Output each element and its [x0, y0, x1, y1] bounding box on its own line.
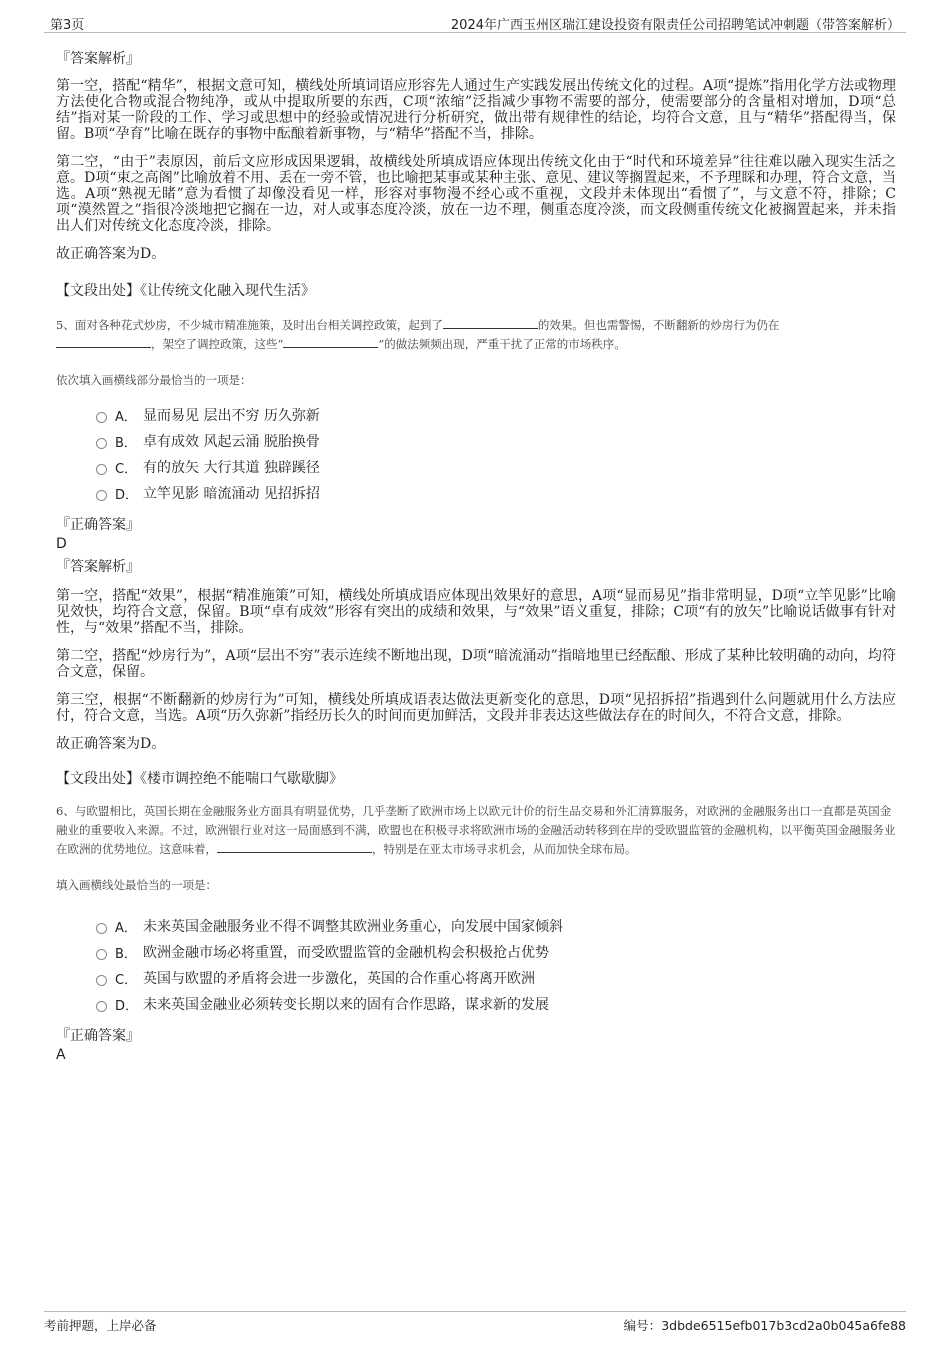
q6-options [96, 913, 896, 1017]
q5-question: 5、面对各种花式炒房，不少城市精准施策，及时出台相关调控政策，起到了 的效果。但也需警惕，不断翻新的炒房行为仍在 ，架空了调控政策，这些“ ”的做法频频出现，严重干扰了正常的市场秩序。 [56, 318, 780, 351]
main-content [56, 42, 896, 1065]
q5-blank-3 [283, 335, 378, 348]
q5-source: 【文段出处】《楼市调控绝不能喘口气歇歇脚》 [56, 771, 343, 787]
q6-option-c[interactable]: C． 英国与欧盟的矛盾将会进一步激化，英国的合作重心将离开欧洲 [96, 965, 896, 991]
q5-correct-label: 『正确答案』 [56, 517, 140, 533]
q4-analysis-p2: 第二空，“由于”表原因，前后文应形成因果逻辑，故横线处所填成语应体现出传统文化由于“时代和环境差异”往往难以融入现实生活之意。D项“束之高阁”比喻放着不用、丢在一旁不管，也比喻把某事或某种主张、意见、建议等搁置起来，不予理睬和办理，符合文意，当选。A项“熟视无睹”意为看惯了却像没看见一样，形容对事物漫不经心或不重视，文段并未体现出“看惯了”，与文意不符，排除；C项“漠然置之”指很冷淡地把它搁在一边，对人或事态度冷淡，放在一边不理，侧重态度冷淡，而文段侧重传统文化被搁置起来，并未指出人们对传统文化态度冷淡，排除。 [56, 154, 896, 234]
radio-icon[interactable] [96, 949, 107, 960]
radio-icon[interactable] [96, 490, 107, 501]
q6-instruction: 填入画横线处最恰当的一项是： [56, 878, 217, 892]
radio-icon[interactable] [96, 923, 107, 934]
q6-correct-answer: A [56, 1047, 66, 1063]
q5-analysis-p3: 第三空，根据“不断翻新的炒房行为”可知，横线处所填成语表达做法更新变化的意思，D项“见招拆招”指遇到什么问题就用什么方法应付，符合文意，当选。A项“历久弥新”指经历长久的时间而更加鲜活，文段并非表达这些做法存在的时间久，不符合文意，排除。 [56, 692, 896, 724]
radio-icon[interactable] [96, 975, 107, 986]
radio-icon[interactable] [96, 438, 107, 449]
q5-option-a[interactable]: A． 显而易见 层出不穷 历久弥新 [96, 402, 896, 428]
q5-blank-2 [56, 335, 151, 348]
q4-analysis-p1: 第一空，搭配“精华”，根据文意可知，横线处所填词语应形容先人通过生产实践发展出传统文化的过程。A项“提炼”指用化学方法或物理方法使化合物或混合物纯净，或从中提取所要的东西，C项“浓缩”泛指减少事物不需要的部分，使需要部分的含量相对增加，D项“总结”指对某一阶段的工作、学习或思想中的经验或情况进行分析研究，做出带有规律性的结论，均符合文意，且与“精华”搭配得当，保留。B项“孕育”比喻在既存的事物中酝酿着新事物，与“精华”搭配不当，排除。 [56, 78, 896, 142]
q6-option-b[interactable]: B． 欧洲金融市场必将重置，而受欧盟监管的金融机构会积极抢占优势 [96, 939, 896, 965]
q5-options [96, 402, 896, 506]
document-title: 2024年广西玉州区瑞江建设投资有限责任公司招聘笔试冲刺题（带答案解析） [450, 18, 900, 33]
q5-option-d[interactable]: D． 立竿见影 暗流涌动 见招拆招 [96, 480, 896, 506]
q6-option-d[interactable]: D． 未来英国金融业必须转变长期以来的固有合作思路，谋求新的发展 [96, 991, 896, 1017]
radio-icon[interactable] [96, 1001, 107, 1012]
q5-instruction: 依次填入画横线部分最恰当的一项是： [56, 373, 252, 387]
q5-analysis-label: 『答案解析』 [56, 559, 140, 575]
footer-slogan: 考前押题，上岸必备 [44, 1318, 157, 1333]
q6-correct-label: 『正确答案』 [56, 1028, 140, 1044]
footer-code: 编号：3dbde6515efb017b3cd2a0b045a6fe88 [623, 1318, 906, 1333]
q5-option-b[interactable]: B． 卓有成效 风起云涌 脱胎换骨 [96, 428, 896, 454]
q6-question: 6、与欧盟相比，英国长期在金融服务业方面具有明显优势，几乎垄断了欧洲市场上以欧元计价的衍生品交易和外汇清算服务，对欧洲的金融服务出口一直都是英国金融业的重要收入来源。不过，欧洲银行业对这一局面感到不满，欧盟也在积极寻求将欧洲市场的金融活动转移到在岸的受欧盟监管的金融机构，以平衡英国金融服务业在欧洲的优势地位。这意味着， ，特别是在亚太市场寻求机会，从而加快全球布局。 [56, 804, 896, 856]
radio-icon[interactable] [96, 412, 107, 423]
q5-blank-1 [443, 316, 538, 329]
q4-analysis-label: 『答案解析』 [56, 51, 140, 67]
radio-icon[interactable] [96, 464, 107, 475]
q5-analysis-p1: 第一空，搭配“效果”，根据“精准施策”可知，横线处所填成语应体现出效果好的意思，A项“显而易见”指非常明显，D项“立竿见影”比喻见效快，均符合文意，保留。B项“卓有成效”形容有突出的成绩和效果，与“效果”语义重复，排除；C项“有的放矢”比喻说话做事有针对性，与“效果”搭配不当，排除。 [56, 588, 896, 636]
page-number: 第3页 [50, 18, 85, 33]
q4-analysis-p3: 故正确答案为D。 [56, 246, 166, 262]
q5-analysis-p2: 第二空，搭配“炒房行为”，A项“层出不穷”表示连续不断地出现，D项“暗流涌动”指暗地里已经酝酿、形成了某种比较明确的动向，均符合文意，保留。 [56, 648, 896, 680]
q6-option-a[interactable]: A． 未来英国金融服务业不得不调整其欧洲业务重心，向发展中国家倾斜 [96, 913, 896, 939]
q5-correct-answer: D [56, 536, 67, 552]
page-footer [44, 1311, 906, 1334]
q6-blank [217, 840, 372, 853]
q5-option-c[interactable]: C． 有的放矢 大行其道 独辟蹊径 [96, 454, 896, 480]
q4-source: 【文段出处】《让传统文化融入现代生活》 [56, 283, 315, 299]
page-header [44, 12, 906, 33]
q5-analysis-p4: 故正确答案为D。 [56, 736, 166, 752]
